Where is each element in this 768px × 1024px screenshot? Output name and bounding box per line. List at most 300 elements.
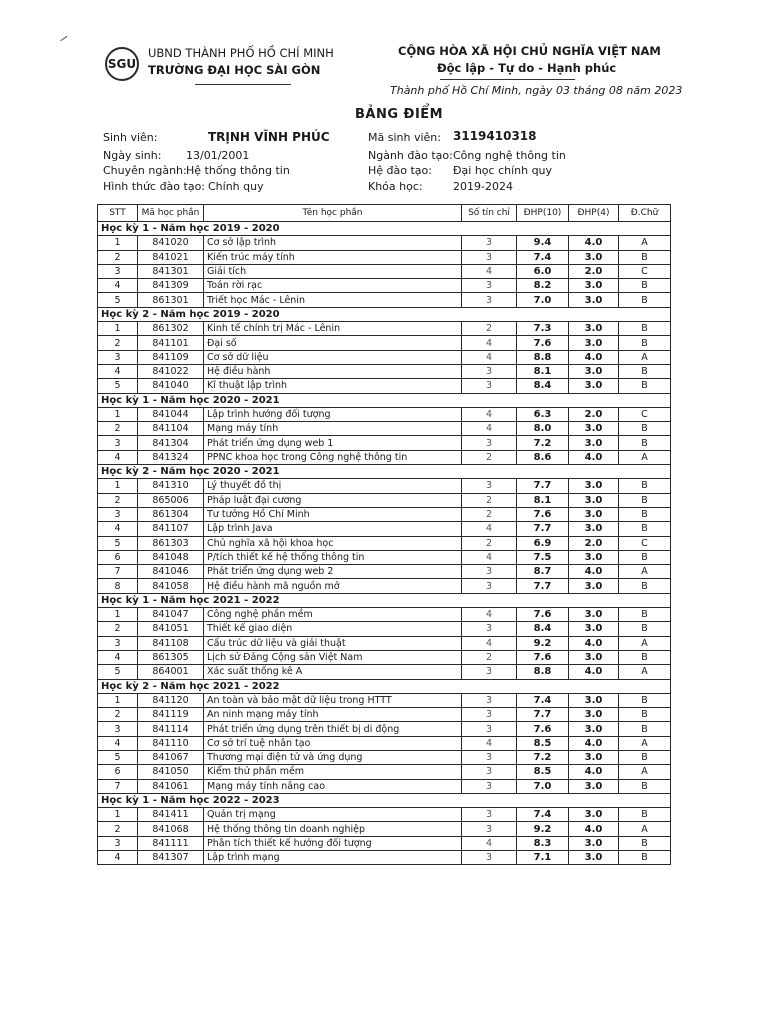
stt-cell: 3 [98, 836, 138, 850]
table-row [98, 579, 671, 593]
letter-cell: B [619, 436, 671, 450]
col-header-score4: ĐHP(4) [569, 205, 619, 222]
score4-cell: 2.0 [569, 407, 619, 421]
score10-cell: 6.3 [517, 407, 569, 421]
course-code-cell: 841109 [138, 350, 204, 364]
course-name-cell: Cơ sở lập trình [204, 236, 462, 250]
credits-cell: 3 [462, 622, 517, 636]
score10-cell: 7.7 [517, 579, 569, 593]
table-row [98, 636, 671, 650]
course-label: Khóa học: [368, 180, 423, 193]
stt-cell: 3 [98, 507, 138, 521]
course-name-cell: Toán rời rạc [204, 279, 462, 293]
semester-title: Học kỳ 2 - Năm học 2021 - 2022 [98, 679, 671, 693]
course-value: 2019-2024 [453, 180, 513, 193]
stt-cell: 3 [98, 264, 138, 278]
system-value: Đại học chính quy [453, 164, 553, 177]
course-name-cell: Đại số [204, 336, 462, 350]
credits-cell: 4 [462, 836, 517, 850]
table-row [98, 722, 671, 736]
stt-cell: 4 [98, 450, 138, 464]
stray-pen-mark [60, 36, 68, 42]
credits-cell: 2 [462, 450, 517, 464]
stt-cell: 2 [98, 822, 138, 836]
score4-cell: 3.0 [569, 608, 619, 622]
score4-cell: 3.0 [569, 808, 619, 822]
credits-cell: 4 [462, 550, 517, 564]
letter-cell: B [619, 708, 671, 722]
col-header-stt: STT [98, 205, 138, 222]
student-name: TRỊNH VĨNH PHÚC [208, 130, 330, 144]
stt-cell: 2 [98, 493, 138, 507]
score4-cell: 3.0 [569, 693, 619, 707]
score10-cell: 8.1 [517, 364, 569, 378]
letter-cell: B [619, 779, 671, 793]
course-code-cell: 841044 [138, 407, 204, 421]
score10-cell: 7.6 [517, 650, 569, 664]
course-code-cell: 841307 [138, 851, 204, 865]
table-row [98, 622, 671, 636]
score4-cell: 4.0 [569, 736, 619, 750]
letter-cell: B [619, 336, 671, 350]
letter-cell: B [619, 693, 671, 707]
credits-cell: 4 [462, 522, 517, 536]
letter-cell: A [619, 565, 671, 579]
credits-cell: 4 [462, 636, 517, 650]
stt-cell: 2 [98, 250, 138, 264]
credits-cell: 3 [462, 808, 517, 822]
table-row [98, 507, 671, 521]
course-name-cell: An ninh mạng máy tính [204, 708, 462, 722]
course-name-cell: Cấu trúc dữ liệu và giải thuật [204, 636, 462, 650]
semester-title: Học kỳ 1 - Năm học 2021 - 2022 [98, 593, 671, 607]
table-row [98, 407, 671, 421]
stt-cell: 5 [98, 379, 138, 393]
course-code-cell: 861303 [138, 536, 204, 550]
score10-cell: 7.3 [517, 322, 569, 336]
course-name-cell: Triết học Mác - Lênin [204, 293, 462, 307]
letter-cell: B [619, 722, 671, 736]
score10-cell: 7.5 [517, 550, 569, 564]
letter-cell: B [619, 493, 671, 507]
score10-cell: 7.6 [517, 336, 569, 350]
stt-cell: 6 [98, 550, 138, 564]
course-code-cell: 841051 [138, 622, 204, 636]
course-name-cell: Kĩ thuật lập trình [204, 379, 462, 393]
score4-cell: 2.0 [569, 264, 619, 278]
course-name-cell: Quản trị mạng [204, 808, 462, 822]
table-header-row [98, 205, 671, 222]
score4-cell: 3.0 [569, 422, 619, 436]
credits-cell: 3 [462, 250, 517, 264]
table-row [98, 450, 671, 464]
score4-cell: 4.0 [569, 450, 619, 464]
letter-cell: B [619, 322, 671, 336]
credits-cell: 3 [462, 665, 517, 679]
letter-cell: A [619, 765, 671, 779]
course-code-cell: 841108 [138, 636, 204, 650]
course-code-cell: 861304 [138, 507, 204, 521]
stt-cell: 1 [98, 479, 138, 493]
course-code-cell: 841050 [138, 765, 204, 779]
course-name-cell: Lập trình Java [204, 522, 462, 536]
course-code-cell: 841310 [138, 479, 204, 493]
score10-cell: 8.2 [517, 279, 569, 293]
city-committee-heading: UBND THÀNH PHỐ HỒ CHÍ MINH [148, 46, 334, 60]
course-name-cell: Thiết kế giao diện [204, 622, 462, 636]
col-header-score10: ĐHP(10) [517, 205, 569, 222]
course-name-cell: Hệ điều hành [204, 364, 462, 378]
course-name-cell: Lập trình hướng đối tượng [204, 407, 462, 421]
letter-cell: A [619, 636, 671, 650]
credits-cell: 2 [462, 650, 517, 664]
course-code-cell: 841101 [138, 336, 204, 350]
course-name-cell: Chủ nghĩa xã hội khoa học [204, 536, 462, 550]
course-name-cell: An toàn và bảo mật dữ liệu trong HTTT [204, 693, 462, 707]
semester-title: Học kỳ 1 - Năm học 2019 - 2020 [98, 222, 671, 236]
credits-cell: 3 [462, 279, 517, 293]
course-code-cell: 841067 [138, 750, 204, 764]
stt-cell: 5 [98, 750, 138, 764]
semester-title: Học kỳ 2 - Năm học 2020 - 2021 [98, 465, 671, 479]
course-name-cell: Kinh tế chính trị Mác - Lênin [204, 322, 462, 336]
semester-heading-row [98, 307, 671, 321]
letter-cell: A [619, 736, 671, 750]
score10-cell: 7.4 [517, 808, 569, 822]
table-row [98, 436, 671, 450]
table-row [98, 779, 671, 793]
score4-cell: 4.0 [569, 636, 619, 650]
score10-cell: 6.9 [517, 536, 569, 550]
score10-cell: 7.1 [517, 851, 569, 865]
letter-cell: B [619, 579, 671, 593]
table-row [98, 422, 671, 436]
course-code-cell: 861305 [138, 650, 204, 664]
score10-cell: 6.0 [517, 264, 569, 278]
credits-cell: 3 [462, 708, 517, 722]
score10-cell: 8.7 [517, 565, 569, 579]
stt-cell: 4 [98, 736, 138, 750]
stt-cell: 1 [98, 407, 138, 421]
national-motto: Độc lập - Tự do - Hạnh phúc [437, 61, 617, 75]
course-name-cell: Hệ điều hành mã nguồn mở [204, 579, 462, 593]
course-code-cell: 864001 [138, 665, 204, 679]
col-header-course-name: Tên học phần [204, 205, 462, 222]
col-header-credits: Số tín chỉ [462, 205, 517, 222]
credits-cell: 4 [462, 264, 517, 278]
stt-cell: 4 [98, 364, 138, 378]
letter-cell: B [619, 507, 671, 521]
score10-cell: 7.6 [517, 608, 569, 622]
course-code-cell: 841020 [138, 236, 204, 250]
student-name-label: Sinh viên: [103, 131, 158, 144]
col-header-letter: Đ.Chữ [619, 205, 671, 222]
major-label: Chuyên ngành: [103, 164, 187, 177]
table-row [98, 336, 671, 350]
mode-value: Chính quy [208, 180, 264, 193]
score10-cell: 7.7 [517, 522, 569, 536]
course-code-cell: 841111 [138, 836, 204, 850]
major-value: Hệ thống thông tin [186, 164, 290, 177]
score10-cell: 7.4 [517, 693, 569, 707]
program-value: Công nghệ thông tin [453, 149, 566, 162]
stt-cell: 1 [98, 236, 138, 250]
course-code-cell: 841040 [138, 379, 204, 393]
score10-cell: 7.2 [517, 436, 569, 450]
credits-cell: 3 [462, 364, 517, 378]
table-row [98, 736, 671, 750]
semester-heading-row [98, 465, 671, 479]
letter-cell: B [619, 522, 671, 536]
score10-cell: 7.0 [517, 293, 569, 307]
score10-cell: 7.6 [517, 507, 569, 521]
credits-cell: 2 [462, 493, 517, 507]
course-code-cell: 865006 [138, 493, 204, 507]
semester-heading-row [98, 593, 671, 607]
course-code-cell: 841048 [138, 550, 204, 564]
letter-cell: B [619, 250, 671, 264]
credits-cell: 4 [462, 422, 517, 436]
semester-title: Học kỳ 1 - Năm học 2022 - 2023 [98, 793, 671, 807]
table-row [98, 808, 671, 822]
credits-cell: 2 [462, 507, 517, 521]
letter-cell: B [619, 479, 671, 493]
score4-cell: 3.0 [569, 279, 619, 293]
credits-cell: 2 [462, 536, 517, 550]
score10-cell: 8.4 [517, 379, 569, 393]
score10-cell: 7.7 [517, 708, 569, 722]
letter-cell: B [619, 364, 671, 378]
table-row [98, 350, 671, 364]
score4-cell: 3.0 [569, 722, 619, 736]
document-title: BẢNG ĐIỂM [355, 107, 444, 122]
course-code-cell: 841068 [138, 822, 204, 836]
course-name-cell: Mạng máy tính nâng cao [204, 779, 462, 793]
course-name-cell: Cơ sở trí tuệ nhân tạo [204, 736, 462, 750]
semester-heading-row [98, 679, 671, 693]
score10-cell: 8.3 [517, 836, 569, 850]
credits-cell: 3 [462, 765, 517, 779]
score4-cell: 3.0 [569, 650, 619, 664]
score4-cell: 3.0 [569, 479, 619, 493]
table-row [98, 364, 671, 378]
course-code-cell: 841119 [138, 708, 204, 722]
score4-cell: 3.0 [569, 708, 619, 722]
course-name-cell: Tư tưởng Hồ Chí Minh [204, 507, 462, 521]
score4-cell: 3.0 [569, 622, 619, 636]
system-label: Hệ đào tạo: [368, 164, 432, 177]
letter-cell: A [619, 350, 671, 364]
course-code-cell: 841110 [138, 736, 204, 750]
semester-title: Học kỳ 2 - Năm học 2019 - 2020 [98, 307, 671, 321]
score4-cell: 4.0 [569, 236, 619, 250]
table-row [98, 665, 671, 679]
course-name-cell: Giải tích [204, 264, 462, 278]
credits-cell: 4 [462, 336, 517, 350]
semester-heading-row [98, 393, 671, 407]
course-name-cell: Kiểm thử phần mềm [204, 765, 462, 779]
credits-cell: 2 [462, 322, 517, 336]
score10-cell: 8.5 [517, 736, 569, 750]
dob-value: 13/01/2001 [186, 149, 250, 162]
course-name-cell: Pháp luật đại cương [204, 493, 462, 507]
stt-cell: 3 [98, 722, 138, 736]
table-row [98, 264, 671, 278]
letter-cell: A [619, 450, 671, 464]
stt-cell: 2 [98, 708, 138, 722]
semester-heading-row [98, 793, 671, 807]
letter-cell: C [619, 407, 671, 421]
table-row [98, 250, 671, 264]
course-name-cell: Lịch sử Đảng Cộng sản Việt Nam [204, 650, 462, 664]
score10-cell: 8.8 [517, 665, 569, 679]
score10-cell: 8.8 [517, 350, 569, 364]
course-code-cell: 841046 [138, 565, 204, 579]
letter-cell: C [619, 536, 671, 550]
course-name-cell: Lập trình mạng [204, 851, 462, 865]
course-code-cell: 841304 [138, 436, 204, 450]
score4-cell: 3.0 [569, 250, 619, 264]
table-row [98, 236, 671, 250]
semester-title: Học kỳ 1 - Năm học 2020 - 2021 [98, 393, 671, 407]
score4-cell: 3.0 [569, 336, 619, 350]
letter-cell: B [619, 650, 671, 664]
stt-cell: 5 [98, 293, 138, 307]
credits-cell: 3 [462, 293, 517, 307]
stt-cell: 2 [98, 422, 138, 436]
score4-cell: 4.0 [569, 565, 619, 579]
score4-cell: 3.0 [569, 322, 619, 336]
score4-cell: 4.0 [569, 765, 619, 779]
stt-cell: 6 [98, 765, 138, 779]
course-code-cell: 841047 [138, 608, 204, 622]
course-code-cell: 841411 [138, 808, 204, 822]
course-code-cell: 841309 [138, 279, 204, 293]
letter-cell: B [619, 293, 671, 307]
stt-cell: 3 [98, 350, 138, 364]
header-left-underline [195, 84, 291, 85]
student-id-label: Mã sinh viên: [368, 131, 441, 144]
table-row [98, 522, 671, 536]
credits-cell: 3 [462, 851, 517, 865]
score4-cell: 3.0 [569, 436, 619, 450]
course-name-cell: Mạng máy tính [204, 422, 462, 436]
course-name-cell: Phân tích thiết kế hướng đối tượng [204, 836, 462, 850]
stt-cell: 7 [98, 779, 138, 793]
course-code-cell: 841061 [138, 779, 204, 793]
table-row [98, 750, 671, 764]
score4-cell: 3.0 [569, 750, 619, 764]
stt-cell: 1 [98, 608, 138, 622]
course-code-cell: 861301 [138, 293, 204, 307]
stt-cell: 4 [98, 279, 138, 293]
score10-cell: 9.4 [517, 236, 569, 250]
course-code-cell: 841022 [138, 364, 204, 378]
stt-cell: 3 [98, 436, 138, 450]
course-name-cell: PPNC khoa học trong Công nghệ thông tin [204, 450, 462, 464]
score4-cell: 3.0 [569, 579, 619, 593]
table-row [98, 836, 671, 850]
score4-cell: 3.0 [569, 364, 619, 378]
letter-cell: B [619, 279, 671, 293]
table-row [98, 765, 671, 779]
letter-cell: C [619, 264, 671, 278]
credits-cell: 3 [462, 479, 517, 493]
letter-cell: B [619, 750, 671, 764]
score10-cell: 7.0 [517, 779, 569, 793]
score4-cell: 3.0 [569, 836, 619, 850]
letter-cell: B [619, 622, 671, 636]
table-row [98, 565, 671, 579]
credits-cell: 4 [462, 350, 517, 364]
score10-cell: 8.4 [517, 622, 569, 636]
mode-label: Hình thức đào tạo: [103, 180, 206, 193]
credits-cell: 3 [462, 693, 517, 707]
credits-cell: 3 [462, 722, 517, 736]
sgu-logo: SGU [105, 47, 139, 81]
national-title: CỘNG HÒA XÃ HỘI CHỦ NGHĨA VIỆT NAM [398, 44, 661, 58]
letter-cell: B [619, 808, 671, 822]
table-row [98, 536, 671, 550]
letter-cell: A [619, 665, 671, 679]
score4-cell: 3.0 [569, 522, 619, 536]
letter-cell: B [619, 379, 671, 393]
course-code-cell: 861302 [138, 322, 204, 336]
place-date: Thành phố Hồ Chí Minh, ngày 03 tháng 08 năm 2023 [390, 84, 683, 97]
table-row [98, 822, 671, 836]
semester-heading-row [98, 222, 671, 236]
grades-table [97, 204, 671, 865]
course-name-cell: Thương mại điện tử và ứng dụng [204, 750, 462, 764]
letter-cell: A [619, 236, 671, 250]
course-name-cell: Phát triển ứng dụng trên thiết bị di động [204, 722, 462, 736]
course-name-cell: Hệ thống thông tin doanh nghiệp [204, 822, 462, 836]
course-name-cell: Cơ sở dữ liệu [204, 350, 462, 364]
credits-cell: 3 [462, 379, 517, 393]
score10-cell: 9.2 [517, 636, 569, 650]
table-row [98, 293, 671, 307]
letter-cell: B [619, 851, 671, 865]
course-name-cell: Phát triển ứng dụng web 1 [204, 436, 462, 450]
score10-cell: 7.4 [517, 250, 569, 264]
program-label: Ngành đào tạo: [368, 149, 453, 162]
table-row [98, 479, 671, 493]
credits-cell: 4 [462, 736, 517, 750]
col-header-course-code: Mã học phần [138, 205, 204, 222]
stt-cell: 8 [98, 579, 138, 593]
stt-cell: 3 [98, 636, 138, 650]
table-row [98, 608, 671, 622]
table-row [98, 550, 671, 564]
letter-cell: B [619, 836, 671, 850]
course-name-cell: Lý thuyết đồ thị [204, 479, 462, 493]
table-row [98, 279, 671, 293]
score10-cell: 9.2 [517, 822, 569, 836]
letter-cell: A [619, 822, 671, 836]
course-name-cell: P/tích thiết kế hệ thống thông tin [204, 550, 462, 564]
stt-cell: 4 [98, 522, 138, 536]
score4-cell: 3.0 [569, 507, 619, 521]
credits-cell: 3 [462, 579, 517, 593]
score4-cell: 3.0 [569, 379, 619, 393]
course-code-cell: 841107 [138, 522, 204, 536]
score4-cell: 3.0 [569, 779, 619, 793]
stt-cell: 1 [98, 322, 138, 336]
score4-cell: 3.0 [569, 493, 619, 507]
course-name-cell: Công nghệ phần mềm [204, 608, 462, 622]
table-row [98, 379, 671, 393]
stt-cell: 5 [98, 536, 138, 550]
